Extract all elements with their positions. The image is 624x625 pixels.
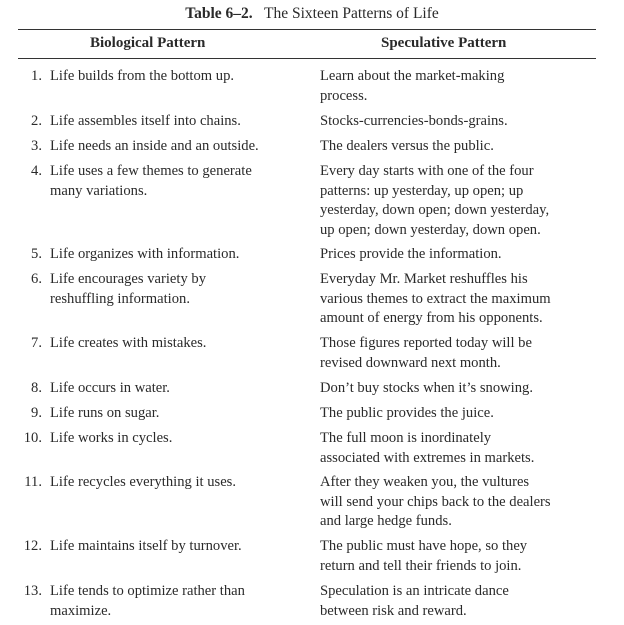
row-number: 11. [24,474,42,490]
biological-pattern-line: Life builds from the bottom up. [50,68,235,84]
speculative-pattern-cell [320,162,605,241]
biological-pattern-line: maximize. [50,602,112,619]
speculative-pattern-line: amount of energy from his opponents. [320,310,543,327]
speculative-pattern-line: associated with extremes in markets. [320,449,535,466]
row-number: 1. [31,68,42,84]
speculative-pattern-line: and large hedge funds. [320,513,452,530]
speculative-pattern-cell [320,537,605,576]
speculative-pattern-cell [320,112,605,132]
biological-pattern-cell [50,334,300,354]
row-number: 5. [31,246,42,262]
biological-pattern-line: Life assembles itself into chains. [50,113,241,129]
speculative-pattern-line: The dealers versus the public. [320,138,494,154]
biological-pattern-cell [50,112,300,132]
row-number: 12. [23,538,42,554]
speculative-pattern-line: Prices provide the information. [320,246,502,262]
speculative-pattern-line: Every day starts with one of the four [320,163,534,179]
speculative-pattern-line: Don’t buy stocks when it’s snowing. [320,380,533,396]
row-number: 9. [31,405,42,421]
speculative-pattern-line: Learn about the market-making [320,68,505,84]
speculative-pattern-line: up open; down yesterday, down open. [320,222,541,239]
biological-pattern-cell [50,473,300,493]
table-caption [0,5,624,23]
header-rule [18,58,596,59]
biological-pattern-line: Life organizes with information. [50,246,240,262]
table-number: Table 6–2. [185,5,253,22]
biological-pattern-line: Life needs an inside and an outside. [50,138,259,154]
row-number: 8. [31,380,42,396]
speculative-pattern-cell [320,429,605,468]
biological-pattern-line: Life recycles everything it uses. [50,474,236,490]
speculative-pattern-cell [320,473,605,532]
row-number: 7. [31,335,42,351]
speculative-pattern-cell [320,137,605,157]
speculative-pattern-line: The full moon is inordinately [320,430,492,446]
speculative-pattern-line: The public provides the juice. [320,405,494,421]
speculative-pattern-cell [320,582,605,621]
biological-pattern-cell [50,67,300,87]
speculative-pattern-line: Stocks-currencies-bonds-grains. [320,113,508,129]
column-header-speculative: Speculative Pattern [381,35,507,51]
speculative-pattern-line: return and tell their friends to join. [320,557,522,574]
top-rule [18,29,596,30]
speculative-pattern-line: patterns: up yesterday, up open; up [320,182,524,199]
speculative-pattern-line: between risk and reward. [320,602,467,619]
row-number: 4. [31,163,42,179]
row-number: 10. [23,430,42,446]
speculative-pattern-line: Speculation is an intricate dance [320,583,509,599]
biological-pattern-cell [50,379,300,399]
biological-pattern-line: Life occurs in water. [50,380,170,396]
biological-pattern-cell [50,137,300,157]
speculative-pattern-line: Everyday Mr. Market reshuffles his [320,271,528,287]
speculative-pattern-line: revised downward next month. [320,354,501,371]
biological-pattern-line: Life creates with mistakes. [50,335,207,351]
speculative-pattern-line: yesterday, down open; down yesterday, [320,202,550,219]
speculative-pattern-line: process. [320,87,368,104]
speculative-pattern-cell [320,404,605,424]
biological-pattern-line: Life tends to optimize rather than [50,583,245,599]
speculative-pattern-line: various themes to extract the maximum [320,290,551,307]
biological-pattern-cell [50,429,300,449]
biological-pattern-line: Life works in cycles. [50,430,173,446]
row-number: 6. [31,271,42,287]
speculative-pattern-cell [320,245,605,265]
biological-pattern-line: Life encourages variety by [50,271,206,287]
biological-pattern-cell [50,537,300,557]
speculative-pattern-cell [320,270,605,329]
row-number: 3. [31,138,42,154]
biological-pattern-cell [50,582,300,621]
biological-pattern-line: many variations. [50,182,148,199]
column-header-biological: Biological Pattern [90,35,206,51]
biological-pattern-line: Life runs on sugar. [50,405,160,421]
biological-pattern-cell [50,162,300,201]
biological-pattern-line: Life uses a few themes to generate [50,163,252,179]
speculative-pattern-cell [320,334,605,373]
speculative-pattern-cell [320,379,605,399]
biological-pattern-cell [50,270,300,309]
speculative-pattern-line: will send your chips back to the dealers [320,493,551,510]
row-number: 2. [31,113,42,129]
speculative-pattern-cell [320,67,605,106]
biological-pattern-line: reshuffling information. [50,290,190,307]
biological-pattern-line: Life maintains itself by turnover. [50,538,242,554]
biological-pattern-cell [50,245,300,265]
row-number: 13. [23,583,42,599]
biological-pattern-cell [50,404,300,424]
speculative-pattern-line: Those figures reported today will be [320,335,532,351]
table-title: The Sixteen Patterns of Life [264,5,439,22]
speculative-pattern-line: The public must have hope, so they [320,538,528,554]
speculative-pattern-line: After they weaken you, the vultures [320,474,530,490]
